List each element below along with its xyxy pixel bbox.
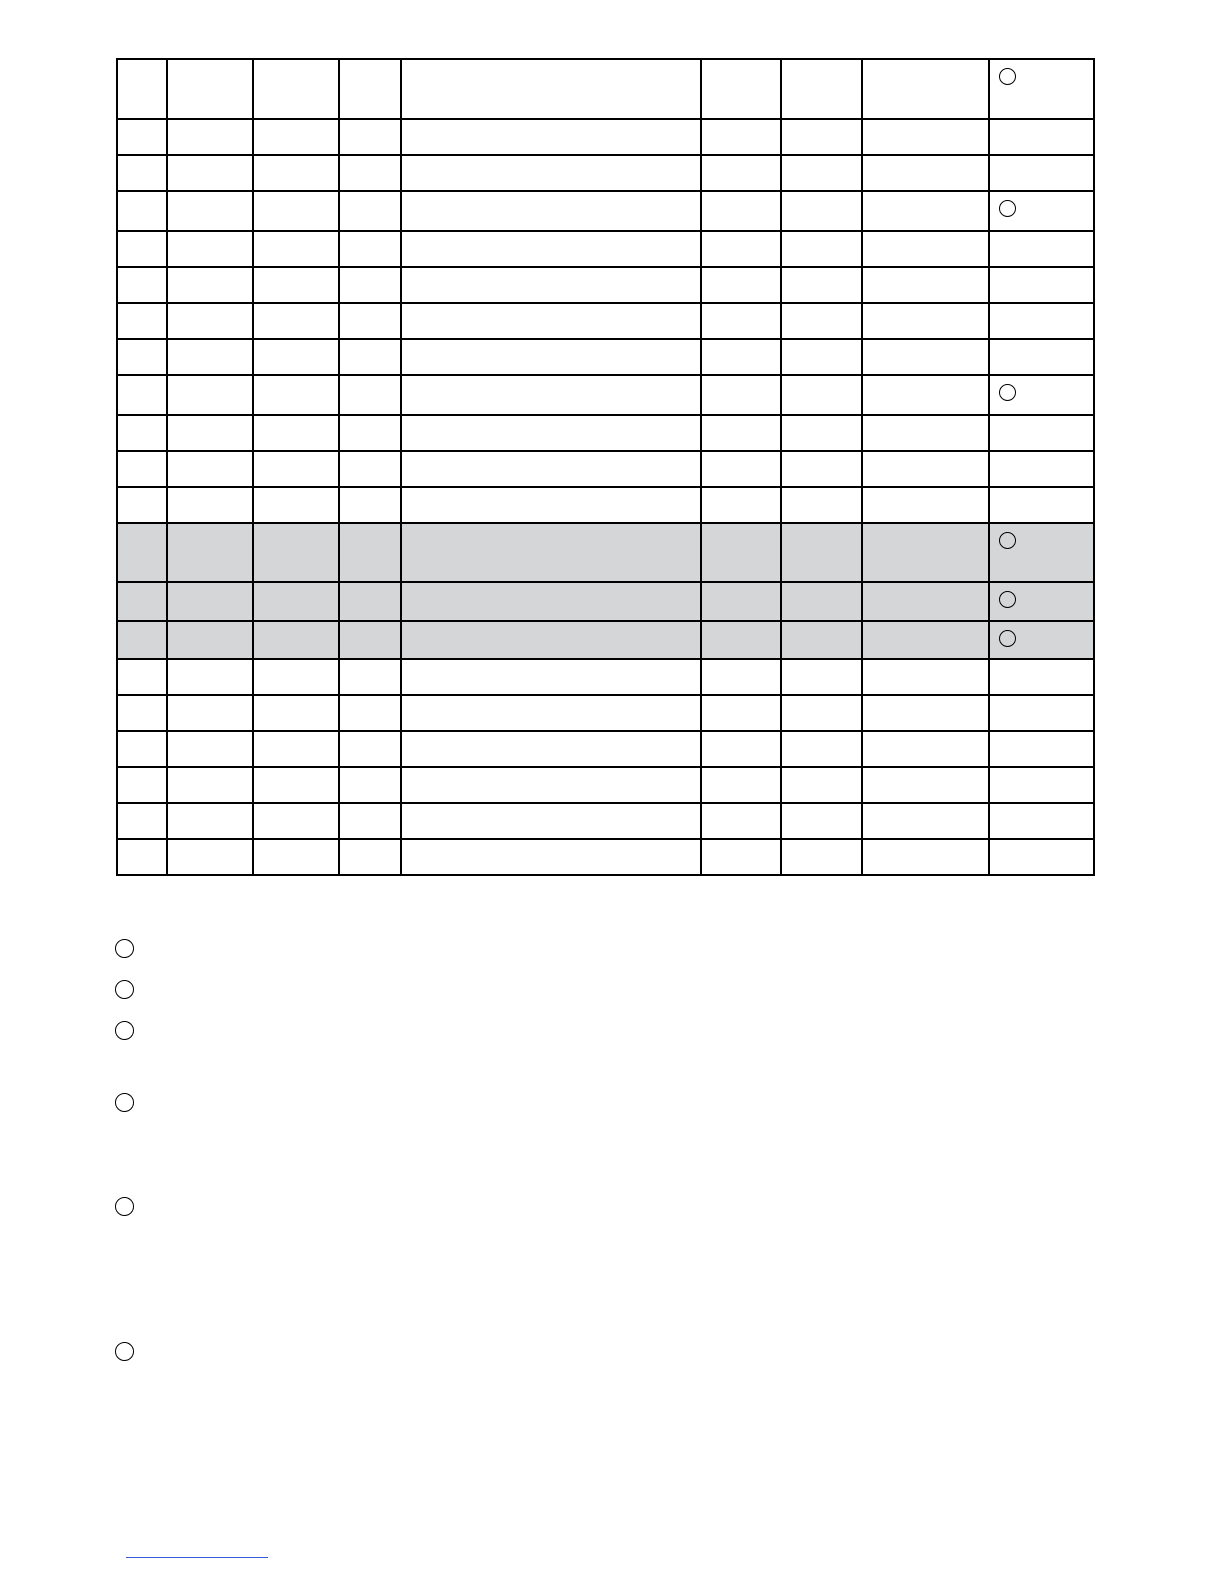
circle-marker-icon (115, 1021, 134, 1040)
circle-marker-icon (115, 1197, 134, 1216)
footnote-item (115, 980, 134, 999)
circle-marker-icon (115, 1093, 134, 1112)
link-underline[interactable] (126, 1557, 268, 1558)
footnote-item (115, 1342, 134, 1361)
circle-marker-icon (115, 980, 134, 999)
circle-marker-icon (115, 1342, 134, 1361)
footnote-item (115, 1021, 134, 1040)
footnote-item (115, 1093, 134, 1112)
footnote-item (115, 1197, 134, 1216)
footnotes (115, 0, 1095, 1584)
circle-marker-icon (115, 939, 134, 958)
footnote-item (115, 939, 134, 958)
